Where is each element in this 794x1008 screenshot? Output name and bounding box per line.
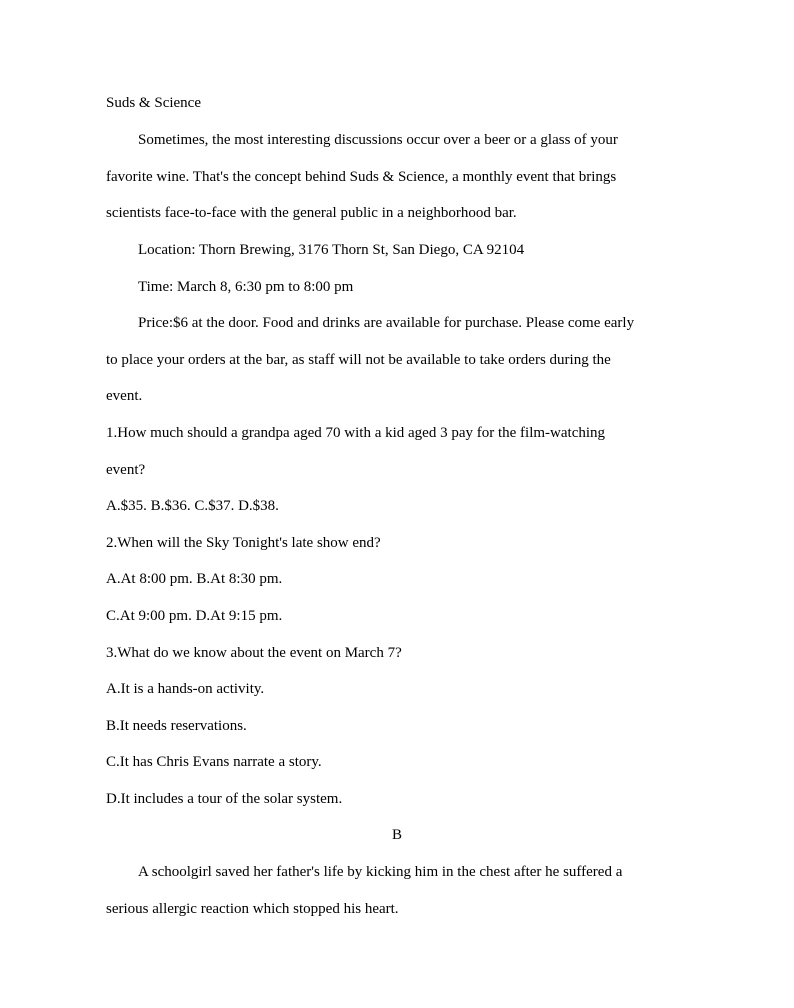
question-3-option-d: D.It includes a tour of the solar system. <box>106 791 343 807</box>
question-2-options-line-1: A.At 8:00 pm. B.At 8:30 pm. <box>106 571 283 587</box>
section-b-heading: B <box>391 827 402 843</box>
question-3-option-a: A.It is a hands-on activity. <box>106 681 265 697</box>
intro-line-1: Sometimes, the most interesting discussions occur over a beer or a glass of your <box>138 132 618 148</box>
location-line: Location: Thorn Brewing, 3176 Thorn St, San Diego, CA 92104 <box>138 242 525 258</box>
price-line-2: to place your orders at the bar, as staff will not be available to take orders during the <box>106 352 611 368</box>
passage-title: Suds & Science <box>106 95 201 111</box>
section-b-line-1: A schoolgirl saved her father's life by kicking him in the chest after he suffered a <box>138 864 623 880</box>
price-line-1: Price:$6 at the door. Food and drinks are available for purchase. Please come early <box>138 315 635 331</box>
section-b-line-2: serious allergic reaction which stopped his heart. <box>106 901 399 917</box>
price-line-3: event. <box>106 388 143 404</box>
question-1-stem-line-1: 1.How much should a grandpa aged 70 with a kid aged 3 pay for the film-watching <box>106 425 606 441</box>
intro-line-2: favorite wine. That's the concept behind Suds & Science, a monthly event that brings <box>106 169 617 185</box>
time-line: Time: March 8, 6:30 pm to 8:00 pm <box>138 279 354 295</box>
question-2-stem: 2.When will the Sky Tonight's late show end? <box>106 535 381 551</box>
intro-line-3: scientists face-to-face with the general public in a neighborhood bar. <box>106 205 517 221</box>
question-1-stem-line-2: event? <box>106 462 146 478</box>
question-3-stem: 3.What do we know about the event on March 7? <box>106 645 402 661</box>
question-1-options: A.$35. B.$36. C.$37. D.$38. <box>106 498 279 514</box>
question-3-option-b: B.It needs reservations. <box>106 718 247 734</box>
question-3-option-c: C.It has Chris Evans narrate a story. <box>106 754 322 770</box>
question-2-options-line-2: C.At 9:00 pm. D.At 9:15 pm. <box>106 608 283 624</box>
